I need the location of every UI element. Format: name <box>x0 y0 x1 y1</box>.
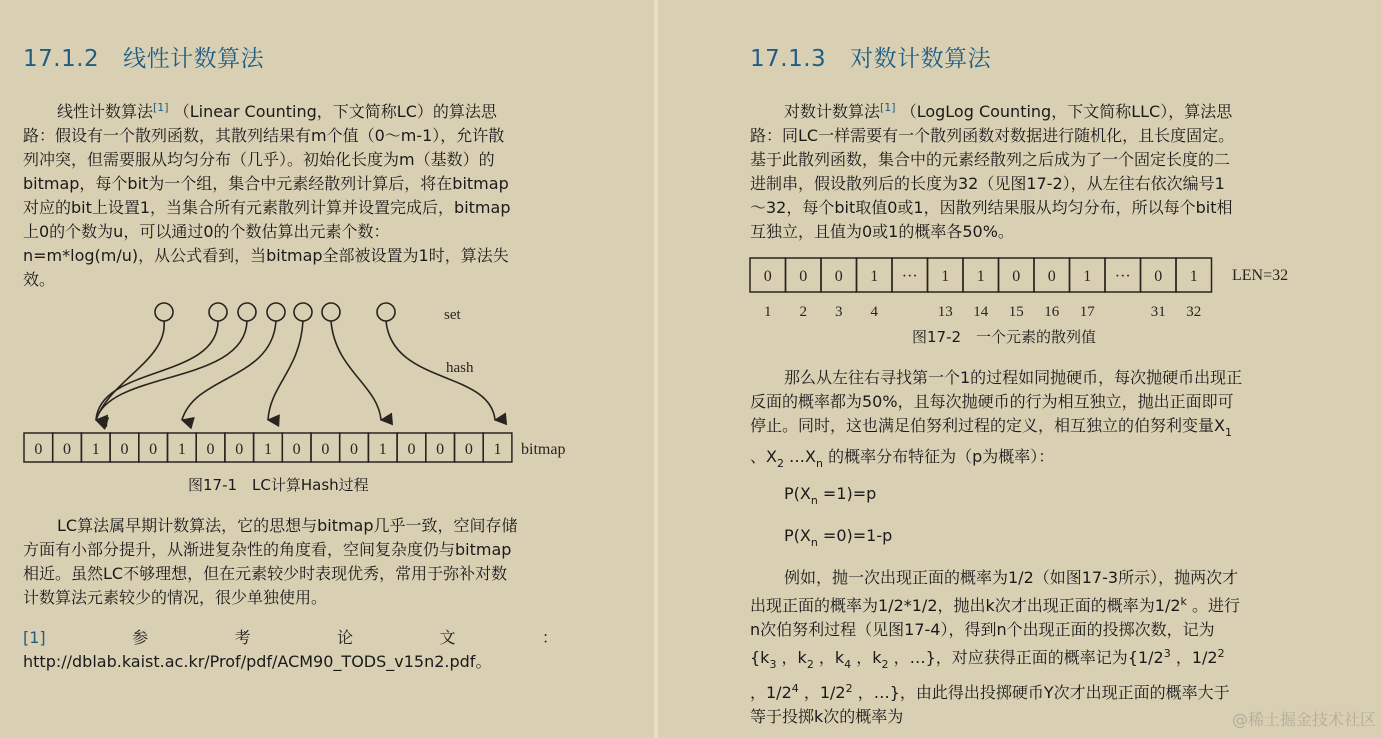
hash-bit-value: 1 <box>1189 268 1198 285</box>
bitmap-cell-value: 0 <box>235 441 244 458</box>
bitmap-cell-value: 1 <box>177 441 186 458</box>
right-page <box>658 0 1382 738</box>
hash-bit-index: 31 <box>1150 304 1166 320</box>
hash-bit-row <box>750 258 1212 292</box>
bitmap-cell-value: 0 <box>464 441 473 458</box>
hash-bit-value: ··· <box>1114 268 1131 285</box>
bitmap-cell-value: 0 <box>149 441 158 458</box>
watermark: @稀土掘金技术社区 <box>1231 710 1376 729</box>
section-number: 17.1.3 <box>750 46 827 72</box>
hash-bit-index: 2 <box>799 304 807 320</box>
reference-number: [1] <box>23 628 46 647</box>
section-title: 线性计数算法 <box>123 46 265 72</box>
hash-value-figure <box>746 254 1306 324</box>
bitmap-cell-value: 1 <box>263 441 272 458</box>
llc-intro-paragraph: 对数计数算法[1] （LogLog Counting，下文简称LLC），算法思 路：同LC一样需要有一个散列函数对数据进行随机化，且长度固定。 基于此散列函数，集合中的元素经散列之后成为了一个固定长度的二 进制串，假设散列后的长度为32（见图17-2），从左往右依次编号1 ～32，每个bit取值0或1，因散列结果服从均匀分布，所以每个bit相 互独立，且值为0或1的概率各50%。 <box>750 101 1235 241</box>
bitmap-cell-value: 0 <box>34 441 43 458</box>
figure-17-1-caption: 图17-1 LC计算Hash过程 <box>188 476 369 494</box>
hash-bit-value: 0 <box>1047 268 1056 285</box>
hash-bit-index: 32 <box>1186 304 1202 320</box>
bitmap-cell-value: 1 <box>91 441 100 458</box>
bitmap-cell-value: 0 <box>321 441 330 458</box>
hash-bit-value: 0 <box>763 268 772 285</box>
hash-bit-index: 3 <box>835 304 843 320</box>
hash-bit-index: 13 <box>937 304 953 320</box>
bitmap-label: bitmap <box>521 441 566 458</box>
bitmap-cell-value: 0 <box>292 441 301 458</box>
hash-arrows <box>96 321 495 420</box>
hash-bit-value: ··· <box>901 268 918 285</box>
hash-bit-value: 0 <box>834 268 843 285</box>
formula-p-equals-0: $P(X_n =0)=1-p$ <box>784 526 893 549</box>
bitmap-cell-value: 0 <box>206 441 215 458</box>
hash-bit-value: 0 <box>1012 268 1021 285</box>
footnote-link[interactable]: [1] <box>153 101 169 114</box>
hash-bit-value: 1 <box>941 268 950 285</box>
figure-17-2-caption: 图17-2 一个元素的散列值 <box>912 328 1097 346</box>
lc-hash-figure <box>0 295 600 470</box>
hash-bit-value: 0 <box>1154 268 1163 285</box>
set-elements <box>155 303 395 321</box>
bitmap-row <box>24 433 512 462</box>
hash-bit-index: 15 <box>1008 304 1024 320</box>
lc-summary-paragraph: LC算法属早期计数算法，它的思想与bitmap几乎一致，空间存储 方面有小部分提升，从渐进复杂性的角度看，空间复杂度仍与bitmap 相近。虽然LC不够理想，但在元素较少时表现优秀，常用于弥补对数 计数算法元素较少的情况，很少单独使用。 <box>23 516 518 607</box>
bernoulli-paragraph: 那么从左往右寻找第一个1的过程如同抛硬币，每次抛硬币出现正 反面的概率都为50%，且每次抛硬币的行为相互独立，抛出正面即可 停止。同时，这也满足伯努利过程的定义，相互独立的伯努利变量$X_1$ 、$X_2$ $\dots X_n$ 的概率分布特征为（p为概率）： <box>750 368 1243 470</box>
section-number: 17.1.2 <box>23 46 100 72</box>
bitmap-cell-value: 0 <box>350 441 359 458</box>
hash-bit-value: 1 <box>976 268 985 285</box>
left-page <box>0 0 654 738</box>
reference-url[interactable]: http://dblab.kaist.ac.kr/Prof/pdf/ACM90_TODS_v15n2.pdf。 <box>23 652 492 671</box>
hash-bit-index: 14 <box>973 304 989 320</box>
hash-label: hash <box>446 360 474 376</box>
bitmap-cell-value: 0 <box>63 441 72 458</box>
section-heading-17-1-3 <box>750 40 991 73</box>
section-heading-17-1-2 <box>23 40 264 73</box>
bitmap-cell-value: 0 <box>436 441 445 458</box>
hash-bit-indices <box>764 304 1201 320</box>
footnote-link[interactable]: [1] <box>880 101 896 114</box>
bitmap-cell-value: 1 <box>493 441 502 458</box>
hash-bit-index: 1 <box>764 304 772 320</box>
hash-bit-index: 16 <box>1044 304 1060 320</box>
bitmap-cell-value: 0 <box>407 441 416 458</box>
coin-toss-paragraph: 例如，抛一次出现正面的概率为1/2（如图17-3所示），抛两次才 出现正面的概率为1/2*1/2，抛出k次才出现正面的概率为1/2$^k$ 。进行 n次伯努利过程（见图17-4），得到n个出现正面的投掷次数，记为 {$k_3$ ，$k_2$ ，$k_4$ ，$k_2$ ，…}，对应获得正面的概率记为{$1/2^3$ ，$1/2^2$ ，$1/2^4$ ，$1/2^2$ ，…}，由此得出投掷硬币Y次才出现正面的概率大于 等于投掷k次的概率为 <box>750 568 1240 726</box>
reference-footnote: [1] 参 考 论 文 ： http://dblab.kaist.ac.kr/Prof/pdf/ACM90_TODS_v15n2.pdf。 <box>23 626 558 674</box>
hash-bit-value: 0 <box>799 268 808 285</box>
lc-intro-paragraph: 线性计数算法[1] （Linear Counting，下文简称LC）的算法思 路：假设有一个散列函数，其散列结果有m个值（0～m-1），允许散 列冲突，但需要服从均匀分布（几乎）。初始化长度为m（基数）的 bitmap，每个bit为一个组，集合中元素经散列计算后，将在bitmap 对应的bit上设置1，当集合所有元素散列计算并设置完成后，bitmap 上0的个数为u，可以通过0的个数估算出元素个数： n=m*log(m/u)，从公式看到，当bitmap全部被设置为1时，算法失 效。 <box>23 101 511 289</box>
bitmap-cell-value: 1 <box>378 441 387 458</box>
formula-p-equals-1: $P(X_n =1)=p$ <box>784 484 877 507</box>
hash-bit-value: 1 <box>1083 268 1092 285</box>
bitmap-cell-value: 0 <box>120 441 129 458</box>
len-label: LEN=32 <box>1232 267 1289 284</box>
section-title: 对数计数算法 <box>850 46 992 72</box>
hash-bit-index: 17 <box>1079 304 1095 320</box>
set-label: set <box>444 307 461 323</box>
hash-bit-index: 4 <box>870 304 878 320</box>
hash-bit-value: 1 <box>870 268 879 285</box>
